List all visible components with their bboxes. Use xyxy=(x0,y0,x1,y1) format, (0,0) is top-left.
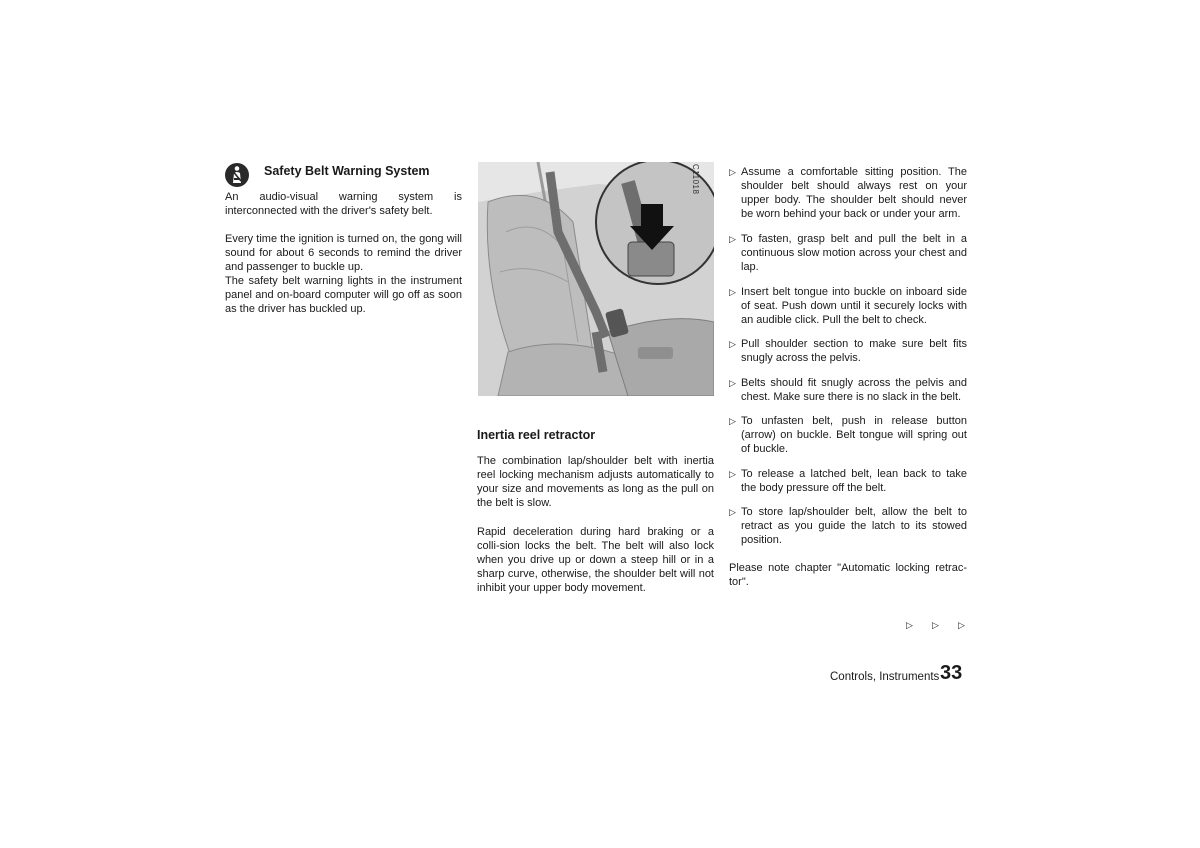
bullet-triangle-icon: ▷ xyxy=(729,469,736,479)
bullet-triangle-icon: ▷ xyxy=(729,234,736,244)
left-paragraph-1: An audio-visual warning system is interconnected with the driver's safety belt. xyxy=(225,191,462,217)
seatbelt-warning-icon xyxy=(225,163,249,187)
section-heading-safety-belt-warning: Safety Belt Warning System xyxy=(264,164,430,178)
left-paragraph-2: Every time the ignition is turned on, the gong will sound for about 6 seconds to remind the driver and passenger to buckle up. xyxy=(225,233,462,273)
figure-code-label: C11018 xyxy=(691,164,700,195)
instruction-bullet: ▷ Assume a comfortable sitting position. The shoulder belt should always rest on your upper body. The shoulder belt should never be worn behind your back or under your arm. xyxy=(729,166,967,220)
instruction-bullet: ▷ To unfasten belt, push in release button (arrow) on buckle. Belt tongue will spring out of buckle. xyxy=(729,415,967,455)
instruction-bullet: ▷ To store lap/shoulder belt, allow the belt to retract as you guide the latch to its stowed position. xyxy=(729,506,967,546)
left-paragraph-3: The safety belt warning lights in the instrument panel and on-board computer will go off as soon as the driver has buckled up. xyxy=(225,275,462,315)
continue-arrow-icon: ▷ xyxy=(958,620,965,630)
middle-paragraph-2: Rapid deceleration during hard braking or a colli-sion locks the belt. The belt will also lock when you drive up or down a steep hill or in a sharp curve, otherwise, the shoulder belt will not inhibit your upper body movement. xyxy=(477,526,714,594)
seatbelt-illustration xyxy=(478,162,714,396)
bullet-triangle-icon: ▷ xyxy=(729,287,736,297)
bullet-triangle-icon: ▷ xyxy=(729,378,736,388)
chapter-reference-note: Please note chapter "Automatic locking retrac-tor". xyxy=(729,562,967,588)
bullet-triangle-icon: ▷ xyxy=(729,416,736,426)
bullet-triangle-icon: ▷ xyxy=(729,507,736,517)
continue-arrow-icon: ▷ xyxy=(932,620,939,630)
instruction-bullet: ▷ Pull shoulder section to make sure belt fits snugly across the pelvis. xyxy=(729,338,967,364)
section-heading-inertia-reel: Inertia reel retractor xyxy=(477,428,596,442)
continue-arrow-icon: ▷ xyxy=(906,620,913,630)
instruction-bullet: ▷ Belts should fit snugly across the pelvis and chest. Make sure there is no slack in the belt. xyxy=(729,377,967,403)
continue-arrows xyxy=(906,620,984,631)
middle-paragraph-1: The combination lap/shoulder belt with inertia reel locking mechanism adjusts automatically to your size and movements as long as the pull on the belt is slow. xyxy=(477,455,714,509)
bullet-triangle-icon: ▷ xyxy=(729,167,736,177)
bullet-triangle-icon: ▷ xyxy=(729,339,736,349)
instruction-bullet: ▷ Insert belt tongue into buckle on inboard side of seat. Push down until it securely locks with an audible click. Pull the belt to check. xyxy=(729,286,967,326)
instruction-bullet: ▷ To fasten, grasp belt and pull the belt in a continuous slow motion across your chest and lap. xyxy=(729,233,967,273)
section-footer-label: Controls, Instruments xyxy=(830,671,940,683)
page-number: 33 xyxy=(940,662,963,684)
instruction-bullet: ▷ To release a latched belt, lean back to take the body pressure off the belt. xyxy=(729,468,967,494)
